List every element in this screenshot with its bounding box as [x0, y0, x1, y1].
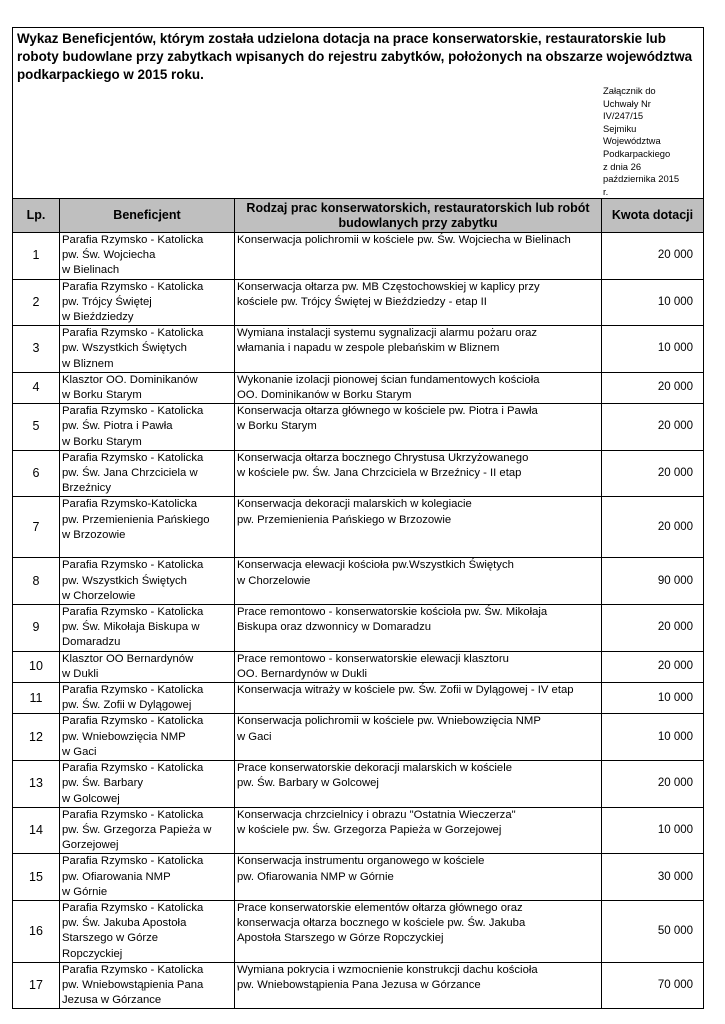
- row-number: 6: [13, 450, 60, 497]
- work-line: pw. Ofiarowania NMP w Górnie: [237, 870, 394, 883]
- work-line: Konserwacja ołtarza bocznego Chrystusa Ukrzyżowanego: [237, 451, 529, 464]
- beneficiary-line: Parafia Rzymsko - Katolicka: [62, 327, 204, 340]
- beneficiary-line: pw. Ofiarowania NMP: [62, 870, 171, 883]
- row-number: 10: [13, 651, 60, 682]
- beneficiary-line: Domaradzu: [62, 636, 121, 649]
- beneficiary-cell: [60, 326, 235, 373]
- beneficiary-cell: [60, 404, 235, 451]
- work-line: włamania i napadu w zespole plebańskim w Bliznem: [237, 342, 500, 355]
- beneficiary-line: Parafia Rzymsko - Katolicka: [62, 405, 204, 418]
- work-line: kościele pw. Trójcy Świętej w Bieździedzy - etap II: [237, 295, 487, 308]
- work-line: pw. Św. Barbary w Golcowej: [237, 777, 379, 790]
- table-row: [13, 279, 704, 326]
- beneficiary-line: w Borku Starym: [62, 389, 142, 402]
- annex-line: Załącznik do: [603, 85, 656, 96]
- beneficiary-line: Parafia Rzymsko - Katolicka: [62, 606, 204, 619]
- beneficiary-line: Parafia Rzymsko - Katolicka: [62, 451, 204, 464]
- table-row: [13, 450, 704, 497]
- annex-line: r.: [603, 185, 609, 197]
- beneficiary-line: Parafia Rzymsko - Katolicka: [62, 684, 204, 697]
- table-row: [13, 807, 704, 854]
- beneficiary-cell: [60, 962, 235, 1009]
- beneficiary-cell: [60, 497, 235, 558]
- row-number: 1: [13, 233, 60, 280]
- grant-amount: 10 000: [602, 807, 704, 854]
- annex-line: z dnia 26: [603, 160, 642, 172]
- work-line: w kościele pw. Św. Grzegorza Papieża w Gorzejowej: [237, 823, 502, 836]
- beneficiary-line: Jezusa w Górzance: [62, 994, 162, 1007]
- work-line: Konserwacja elewacji kościoła pw.Wszystkich Świętych: [237, 559, 514, 572]
- row-number: 2: [13, 279, 60, 326]
- work-line: pw. Wniebowstąpienia Pana Jezusa w Górzance: [237, 978, 481, 991]
- work-line: Konserwacja instrumentu organowego w kościele: [237, 855, 485, 868]
- work-line: Prace konserwatorskie dekoracji malarskich w kościele: [237, 762, 512, 775]
- beneficiary-line: w Bielinach: [62, 264, 120, 277]
- work-description-cell: [235, 450, 602, 497]
- beneficiary-line: Parafia Rzymsko - Katolicka: [62, 280, 204, 293]
- work-line: Wymiana pokrycia i wzmocnienie konstrukcji dachu kościoła: [237, 963, 538, 976]
- table-row: [13, 651, 704, 682]
- work-line: w Gaci: [237, 730, 272, 743]
- work-description-cell: [235, 558, 602, 605]
- beneficiary-cell: [60, 807, 235, 854]
- header-lp: Lp.: [13, 199, 60, 233]
- grant-amount: 20 000: [602, 497, 704, 558]
- beneficiary-cell: [60, 683, 235, 714]
- beneficiary-line: pw. Św. Barbary: [62, 777, 143, 790]
- grant-amount: 10 000: [602, 683, 704, 714]
- beneficiary-cell: [60, 372, 235, 403]
- beneficiary-line: Parafia Rzymsko - Katolicka: [62, 963, 204, 976]
- beneficiary-line: pw. Św. Jakuba Apostoła: [62, 917, 187, 930]
- beneficiary-cell: [60, 605, 235, 652]
- beneficiary-line: w Borku Starym: [62, 435, 142, 448]
- beneficiary-cell: [60, 651, 235, 682]
- beneficiary-line: w Bliznem: [62, 357, 114, 370]
- grant-amount: 20 000: [602, 651, 704, 682]
- work-description-cell: [235, 372, 602, 403]
- work-line: OO. Dominikanów w Borku Starym: [237, 389, 412, 402]
- header-row: [13, 199, 704, 233]
- document-title: Wykaz Beneficjentów, którym została udzielona dotacja na prace konserwatorskie, restauratorskie lub roboty budowlane przy zabytkach wpisanych do rejestru zabytków, położonych na obszarze województwa podkarpackiego w 2015 roku.: [17, 31, 693, 82]
- grant-amount: 10 000: [602, 326, 704, 373]
- annex-line: IV/247/15: [603, 110, 644, 122]
- annex-note: [603, 85, 701, 198]
- work-line: Konserwacja witraży w kościele pw. Św. Zofii w Dylągowej - IV etap: [237, 684, 574, 697]
- header-work: Rodzaj prac konserwatorskich, restauratorskich lub robót budowlanych przy zabytku: [235, 199, 602, 233]
- work-description-cell: [235, 605, 602, 652]
- row-number: 5: [13, 404, 60, 451]
- work-description-cell: [235, 279, 602, 326]
- table-row: [13, 497, 704, 558]
- beneficiary-line: w Chorzelowie: [62, 589, 136, 602]
- document-page: [12, 27, 703, 1009]
- beneficiary-line: Parafia Rzymsko - Katolicka: [62, 559, 204, 572]
- table-row: [13, 558, 704, 605]
- beneficiary-line: Parafia Rzymsko - Katolicka: [62, 855, 204, 868]
- work-line: Konserwacja polichromii w kościele pw. Wniebowzięcia NMP: [237, 715, 541, 728]
- work-description-cell: [235, 900, 602, 962]
- work-line: Konserwacja chrzcielnicy i obrazu "Ostatnia Wieczerza": [237, 808, 516, 821]
- beneficiary-line: Klasztor OO Bernardynów: [62, 652, 194, 665]
- work-description-cell: [235, 761, 602, 808]
- beneficiary-line: pw. Św. Zofii w Dylągowej: [62, 699, 192, 712]
- beneficiary-line: pw. Wniebowstąpienia Pana: [62, 978, 204, 991]
- beneficiary-cell: [60, 558, 235, 605]
- work-description-cell: [235, 404, 602, 451]
- row-number: 4: [13, 372, 60, 403]
- work-description-cell: [235, 962, 602, 1009]
- beneficiary-line: pw. Św. Jana Chrzciciela w: [62, 467, 198, 480]
- work-line: Biskupa oraz dzwonnicy w Domaradzu: [237, 621, 432, 634]
- beneficiary-cell: [60, 279, 235, 326]
- work-line: w kościele pw. Św. Jana Chrzciciela w Brzeźnicy - II etap: [237, 467, 522, 480]
- beneficiary-line: pw. Św. Grzegorza Papieża w: [62, 823, 212, 836]
- beneficiary-line: Parafia Rzymsko - Katolicka: [62, 715, 204, 728]
- table-row: [13, 761, 704, 808]
- grant-amount: 90 000: [602, 558, 704, 605]
- row-number: 16: [13, 900, 60, 962]
- work-line: w Chorzelowie: [237, 574, 311, 587]
- work-line: Konserwacja polichromii w kościele pw. Św. Wojciecha w Bielinach: [237, 234, 571, 246]
- beneficiary-line: pw. Św. Mikołaja Biskupa w: [62, 621, 200, 634]
- beneficiary-line: Parafia Rzymsko - Katolicka: [62, 762, 204, 775]
- work-description-cell: [235, 807, 602, 854]
- work-line: pw. Przemienienia Pańskiego w Brzozowie: [237, 513, 452, 526]
- work-description-cell: [235, 854, 602, 901]
- beneficiary-line: pw. Wszystkich Świętych: [62, 574, 187, 587]
- row-number: 9: [13, 605, 60, 652]
- table-row: [13, 962, 704, 1009]
- beneficiary-line: Starszego w Górze: [62, 932, 159, 945]
- beneficiary-line: Gorzejowej: [62, 839, 119, 852]
- beneficiary-line: w Brzozowie: [62, 528, 126, 541]
- beneficiary-line: Parafia Rzymsko - Katolicka: [62, 808, 204, 821]
- annex-line: Uchwały Nr: [603, 97, 651, 109]
- grant-amount: 20 000: [602, 372, 704, 403]
- row-number: 15: [13, 854, 60, 901]
- annex-line: października 2015: [603, 173, 680, 185]
- table-row: [13, 326, 704, 373]
- grant-amount: 20 000: [602, 450, 704, 497]
- grant-amount: 10 000: [602, 714, 704, 761]
- row-number: 13: [13, 761, 60, 808]
- title-cell: [13, 28, 704, 199]
- beneficiary-cell: [60, 714, 235, 761]
- row-number: 11: [13, 683, 60, 714]
- beneficiary-line: w Dukli: [62, 667, 99, 680]
- beneficiary-line: w Bieździedzy: [62, 311, 134, 324]
- table-row: [13, 900, 704, 962]
- beneficiary-line: Parafia Rzymsko-Katolicka: [62, 498, 197, 511]
- row-number: 7: [13, 497, 60, 558]
- grant-amount: 30 000: [602, 854, 704, 901]
- work-description-cell: [235, 651, 602, 682]
- work-line: Wykonanie izolacji pionowej ścian fundamentowych kościoła: [237, 373, 540, 386]
- grant-amount: 20 000: [602, 605, 704, 652]
- table-row: [13, 714, 704, 761]
- work-line: konserwacja ołtarza bocznego w kościele pw. Św. Jakuba: [237, 917, 526, 930]
- work-line: Apostoła Starszego w Górze Ropczyckiej: [237, 932, 444, 945]
- beneficiary-line: Brzeźnicy: [62, 482, 111, 495]
- beneficiary-line: pw. Wszystkich Świętych: [62, 342, 187, 355]
- grant-amount: 70 000: [602, 962, 704, 1009]
- grant-amount: 20 000: [602, 404, 704, 451]
- table-row: [13, 854, 704, 901]
- grant-amount: 20 000: [602, 233, 704, 280]
- table-row: [13, 372, 704, 403]
- beneficiary-cell: [60, 900, 235, 962]
- beneficiary-line: Parafia Rzymsko - Katolicka: [62, 234, 204, 246]
- beneficiary-line: w Golcowej: [62, 792, 120, 805]
- work-description-cell: [235, 683, 602, 714]
- beneficiary-line: Ropczyckiej: [62, 947, 123, 960]
- work-line: Konserwacja ołtarza pw. MB Częstochowskiej w kaplicy przy: [237, 280, 540, 293]
- work-line: Prace konserwatorskie elementów ołtarza głównego oraz: [237, 901, 523, 914]
- work-description-cell: [235, 233, 602, 280]
- work-line: Konserwacja ołtarza głównego w kościele pw. Piotra i Pawła: [237, 405, 538, 418]
- beneficiary-line: w Gaci: [62, 745, 97, 758]
- work-line: Prace remontowo - konserwatorskie elewacji klasztoru: [237, 652, 509, 665]
- row-number: 14: [13, 807, 60, 854]
- work-description-cell: [235, 714, 602, 761]
- work-description-cell: [235, 326, 602, 373]
- annex-line: Podkarpackiego: [603, 147, 671, 159]
- annex-line: Sejmiku: [603, 122, 637, 134]
- beneficiary-line: Parafia Rzymsko - Katolicka: [62, 901, 204, 914]
- grant-table: [12, 27, 704, 1009]
- grant-amount: 20 000: [602, 761, 704, 808]
- work-line: OO. Bernardynów w Dukli: [237, 667, 367, 680]
- beneficiary-line: pw. Wniebowzięcia NMP: [62, 730, 186, 743]
- table-row: [13, 404, 704, 451]
- row-number: 3: [13, 326, 60, 373]
- beneficiary-cell: [60, 761, 235, 808]
- header-amount: Kwota dotacji: [602, 199, 704, 233]
- table-row: [13, 605, 704, 652]
- table-row: [13, 233, 704, 280]
- work-description-cell: [235, 497, 602, 558]
- header-beneficiary: Beneficjent: [60, 199, 235, 233]
- beneficiary-cell: [60, 854, 235, 901]
- work-line: Prace remontowo - konserwatorskie kościoła pw. Św. Mikołaja: [237, 606, 548, 619]
- work-line: Wymiana instalacji systemu sygnalizacji alarmu pożaru oraz: [237, 327, 538, 340]
- annex-line: Województwa: [603, 135, 661, 147]
- beneficiary-line: pw. Trójcy Świętej: [62, 295, 152, 308]
- title-row: [13, 28, 704, 199]
- row-number: 8: [13, 558, 60, 605]
- work-line: w Borku Starym: [237, 420, 317, 433]
- grant-amount: 50 000: [602, 900, 704, 962]
- beneficiary-line: w Górnie: [62, 885, 108, 898]
- work-line: Konserwacja dekoracji malarskich w kolegiacie: [237, 498, 472, 511]
- beneficiary-cell: [60, 233, 235, 280]
- beneficiary-line: pw. Św. Piotra i Pawła: [62, 420, 173, 433]
- table-row: [13, 683, 704, 714]
- beneficiary-line: pw. Przemienienia Pańskiego: [62, 513, 210, 526]
- beneficiary-line: pw. Św. Wojciecha: [62, 249, 156, 262]
- row-number: 17: [13, 962, 60, 1009]
- beneficiary-cell: [60, 450, 235, 497]
- row-number: 12: [13, 714, 60, 761]
- grant-amount: 10 000: [602, 279, 704, 326]
- beneficiary-line: Klasztor OO. Dominikanów: [62, 373, 198, 386]
